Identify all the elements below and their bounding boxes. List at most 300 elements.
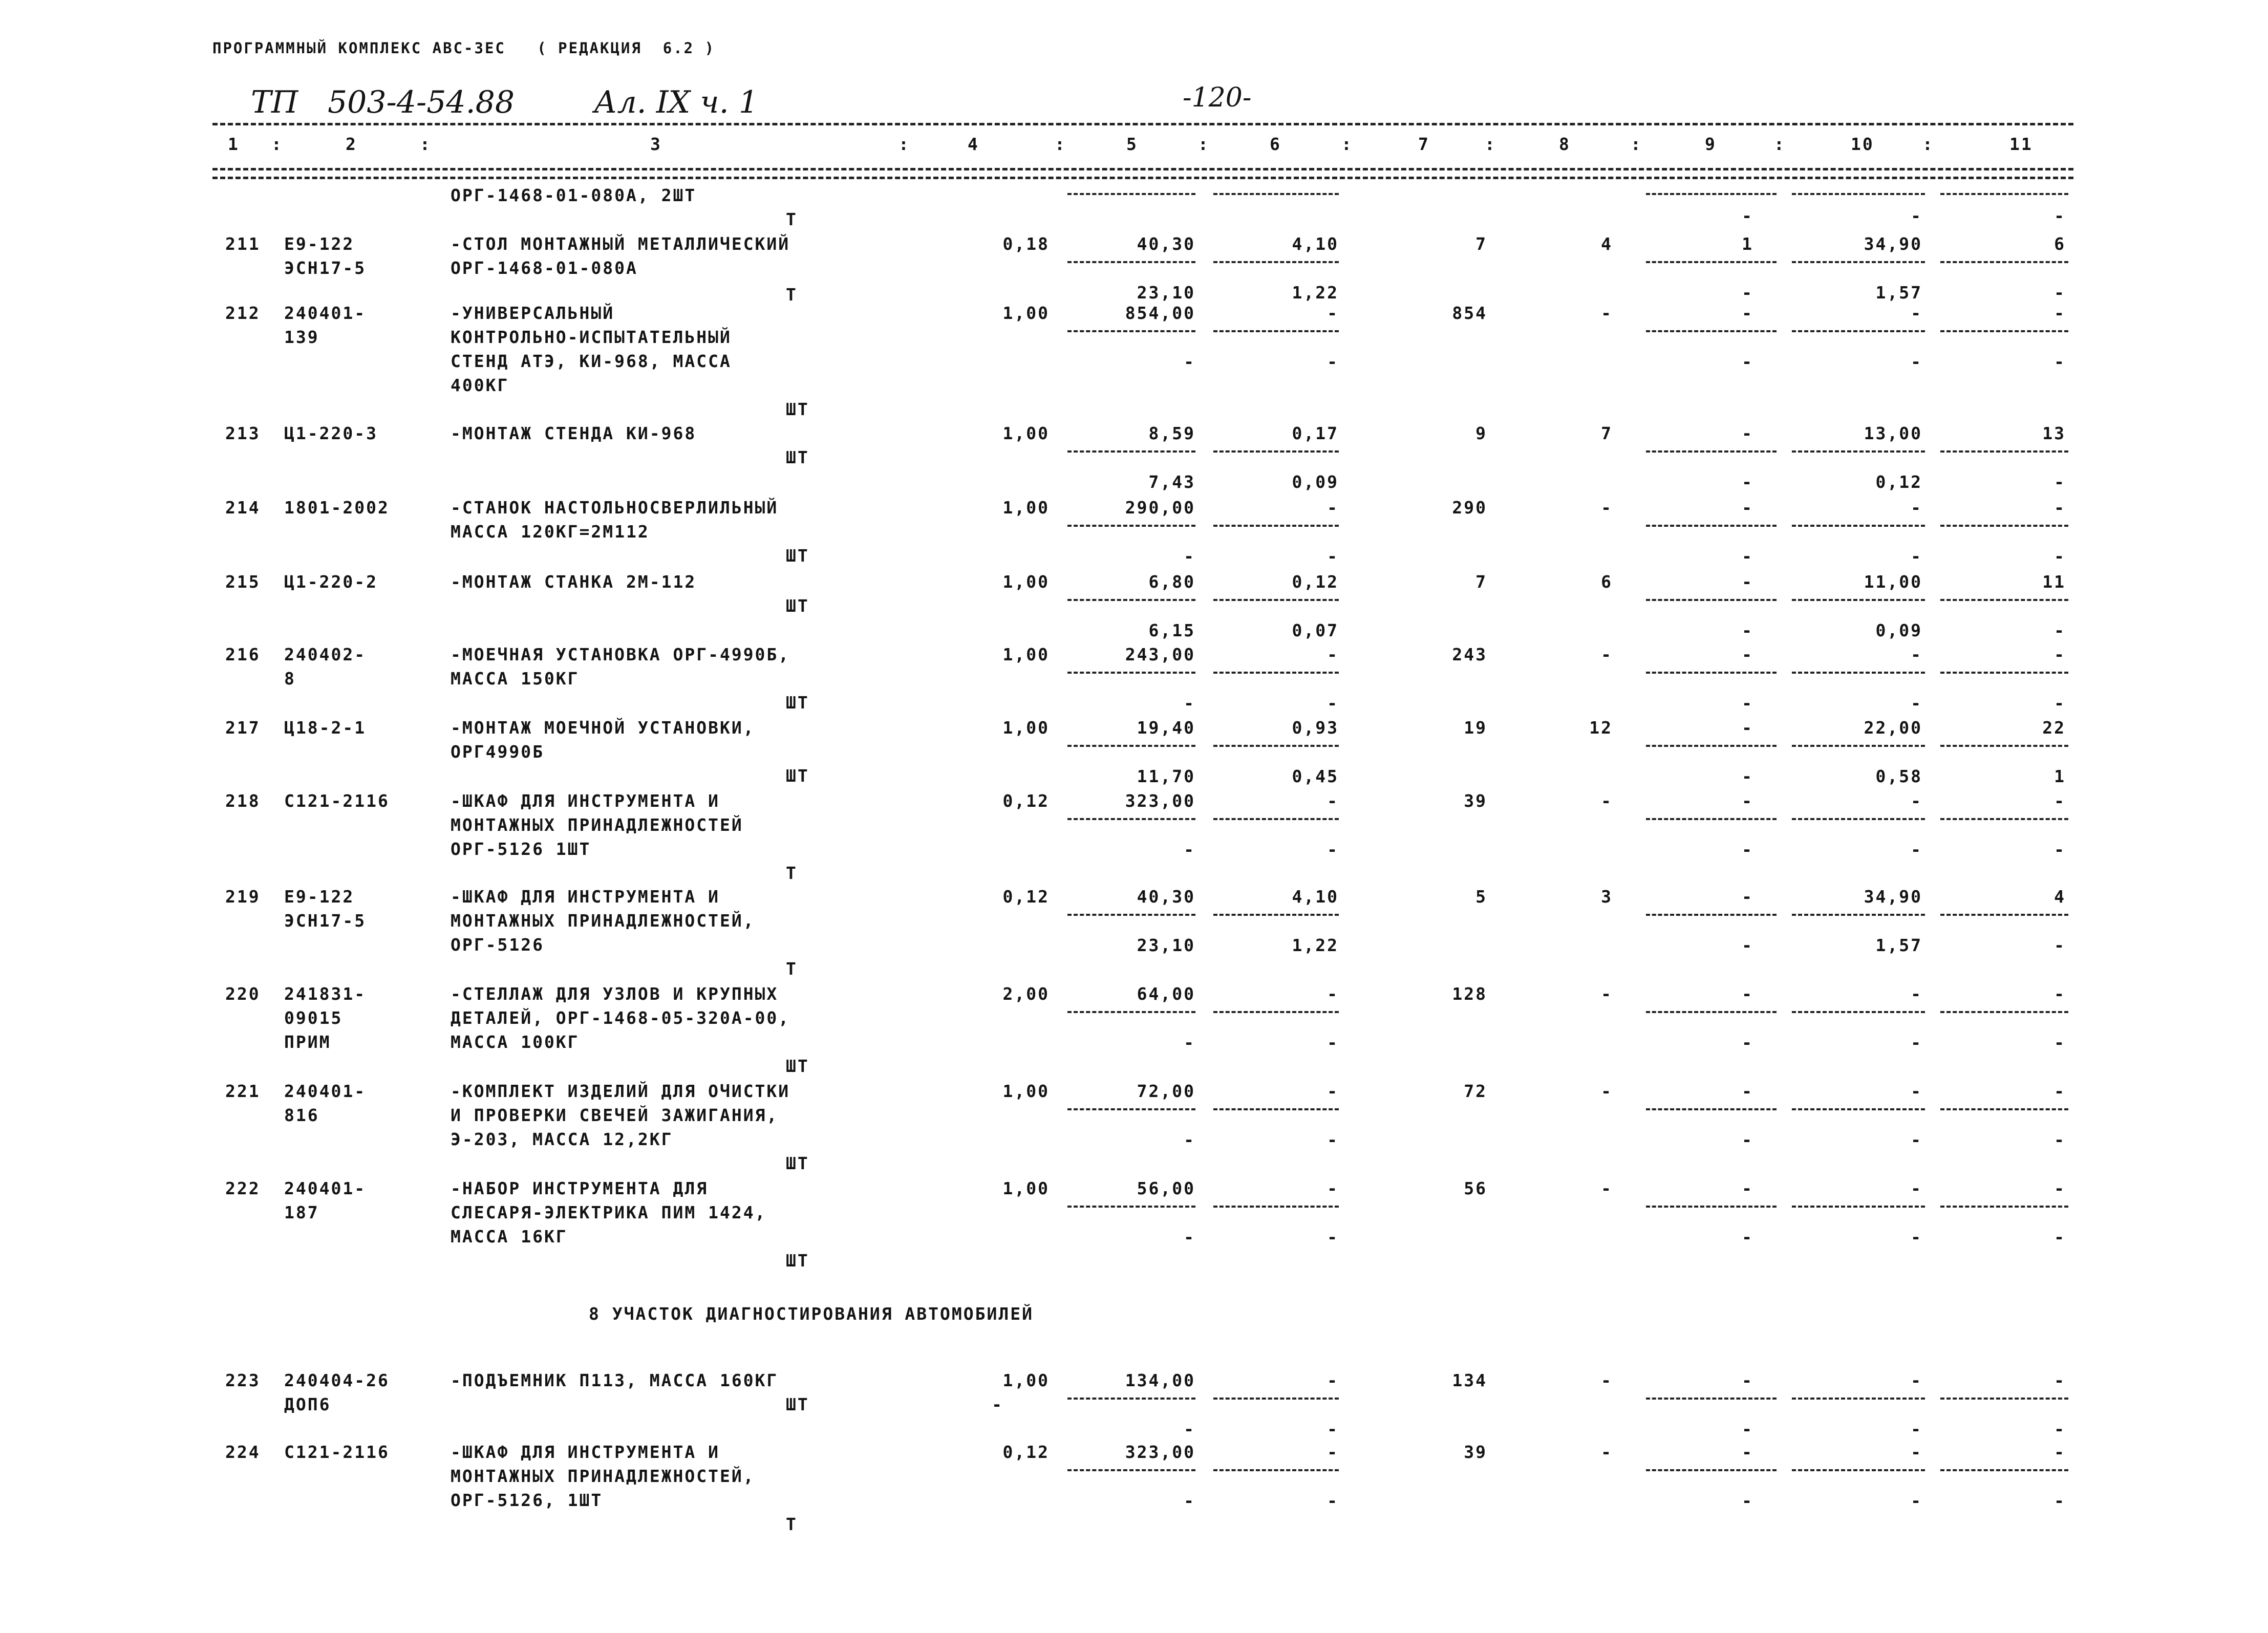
labor-total: 22: [2042, 718, 2066, 738]
unit-cost-sub: -: [1184, 1227, 1195, 1247]
quantity: 1,00: [1002, 644, 1050, 664]
total-cost: 5: [1475, 887, 1487, 907]
item-name: -ШКАФ ДЛЯ ИНСТРУМЕНТА И: [451, 887, 720, 907]
wage-cost-sub: -: [1327, 840, 1339, 860]
dash-separator: [1940, 745, 2068, 747]
labor-total: -: [2054, 498, 2066, 518]
unit-cost-sub: -: [1184, 352, 1195, 372]
wage-cost-sub: -: [1327, 352, 1339, 372]
column-separator: :: [1055, 134, 1066, 154]
total-cost: 134: [1452, 1370, 1487, 1390]
item-name: МАССА 150КГ: [451, 669, 580, 689]
dash-mark: -: [1911, 206, 1922, 226]
machine-cost-sub: -: [1742, 1033, 1753, 1052]
row-number: 219: [225, 887, 261, 907]
unit-cost-sub: -: [1184, 1419, 1195, 1439]
machine-cost-sub: -: [1742, 352, 1753, 372]
dash-separator: [1792, 450, 1925, 453]
total-cost: 56: [1464, 1178, 1487, 1198]
machine-cost: -: [1742, 303, 1753, 323]
wage-cost-sub: 1,22: [1292, 935, 1339, 955]
item-name: -МОЕЧНАЯ УСТАНОВКА ОРГ-4990Б,: [451, 644, 790, 664]
wage-cost-sub: 1,22: [1292, 283, 1339, 303]
labor-unit-sub: 0,09: [1875, 620, 1922, 640]
machine-cost: -: [1742, 1370, 1753, 1390]
album-label: Ал. IX ч. 1: [594, 84, 758, 120]
dash-separator: [1646, 914, 1777, 916]
quantity: 1,00: [1002, 498, 1050, 518]
item-name: -МОНТАЖ СТАНКА 2М-112: [451, 572, 697, 592]
column-separator: :: [1631, 134, 1642, 154]
item-name: -МОНТАЖ МОЕЧНОЙ УСТАНОВКИ,: [451, 718, 755, 738]
total-wage: -: [1601, 303, 1613, 323]
item-code: 241831-: [284, 984, 367, 1004]
labor-unit: -: [1911, 1370, 1922, 1390]
item-code: 09015: [284, 1008, 343, 1028]
dash-separator: [1067, 193, 1195, 195]
item-code: ДОП6: [284, 1394, 331, 1414]
item-code: 240404-26: [284, 1370, 390, 1390]
item-code: 1801-2002: [284, 498, 390, 518]
labor-total-sub: -: [2054, 352, 2066, 372]
dash-separator: [1792, 193, 1925, 195]
wage-cost: 0,93: [1292, 718, 1339, 738]
program-header: ПРОГРАММНЫЙ КОМПЛЕКС АВС-3ЕС ( РЕДАКЦИЯ 6.2 ): [212, 39, 716, 57]
wage-cost: -: [1327, 644, 1339, 664]
total-wage: -: [1601, 791, 1613, 811]
labor-total-sub: -: [2054, 693, 2066, 713]
machine-cost-sub: -: [1742, 1419, 1753, 1439]
wage-cost-sub: -: [1327, 1491, 1339, 1511]
labor-total-sub: -: [2054, 840, 2066, 860]
dash-separator: [1792, 330, 1925, 332]
dash-separator: [1067, 818, 1195, 820]
dash-separator: [1213, 1108, 1339, 1110]
labor-unit: -: [1911, 1442, 1922, 1462]
unit-cost: 243,00: [1125, 644, 1195, 664]
unit-cost-sub: 7,43: [1148, 472, 1195, 492]
machine-cost: -: [1742, 791, 1753, 811]
item-code: Ц1-220-3: [284, 423, 378, 443]
wage-cost-sub: 0,45: [1292, 766, 1339, 786]
labor-unit-sub: 0,12: [1875, 472, 1922, 492]
labor-unit: -: [1911, 1081, 1922, 1101]
labor-unit-sub: 0,58: [1875, 766, 1922, 786]
unit-cost: 64,00: [1137, 984, 1195, 1004]
labor-total-sub: -: [2054, 472, 2066, 492]
wage-cost-sub: -: [1327, 1419, 1339, 1439]
dash-separator: [1067, 450, 1195, 453]
labor-unit: -: [1911, 791, 1922, 811]
wage-cost: -: [1327, 984, 1339, 1004]
dash-separator: [1213, 818, 1339, 820]
dash-separator: [1067, 745, 1195, 747]
dash-separator: [1940, 1398, 2068, 1400]
item-name: -КОМПЛЕКТ ИЗДЕЛИЙ ДЛЯ ОЧИСТКИ: [451, 1081, 790, 1101]
unit-label: ШТ: [786, 693, 809, 713]
item-name: МАССА 120КГ=2М112: [451, 522, 650, 542]
total-wage: 12: [1589, 718, 1613, 738]
labor-total: -: [2054, 1081, 2066, 1101]
labor-unit-sub: -: [1911, 1491, 1922, 1511]
dash-separator: [1213, 330, 1339, 332]
labor-total-sub: -: [2054, 283, 2066, 303]
total-wage: -: [1601, 984, 1613, 1004]
row-number: 211: [225, 234, 261, 254]
quantity: 0,12: [1002, 887, 1050, 907]
dash-separator: [1940, 1108, 2068, 1110]
column-separator: :: [1198, 134, 1210, 154]
labor-unit: -: [1911, 498, 1922, 518]
labor-total: 13: [2042, 423, 2066, 443]
labor-unit-sub: -: [1911, 1227, 1922, 1247]
unit-cost: 56,00: [1137, 1178, 1195, 1198]
dash-separator: [1213, 450, 1339, 453]
total-cost: 39: [1464, 1442, 1487, 1462]
dash-separator: [1646, 450, 1777, 453]
dash-separator: [1067, 1108, 1195, 1110]
total-wage: -: [1601, 1370, 1613, 1390]
unit-label: Т: [786, 285, 798, 305]
dash-separator: [1067, 1469, 1195, 1471]
labor-total-sub: -: [2054, 620, 2066, 640]
item-name: -НАБОР ИНСТРУМЕНТА ДЛЯ: [451, 1178, 709, 1198]
row-number: 220: [225, 984, 261, 1004]
dash-separator: [1067, 914, 1195, 916]
item-name: МОНТАЖНЫХ ПРИНАДЛЕЖНОСТЕЙ,: [451, 911, 755, 931]
dash-separator: [1067, 1011, 1195, 1013]
quantity: 1,00: [1002, 303, 1050, 323]
labor-total-sub: -: [2054, 1033, 2066, 1052]
wage-cost: 0,17: [1292, 423, 1339, 443]
wage-cost: -: [1327, 1178, 1339, 1198]
dash-separator: [1940, 599, 2068, 601]
wage-cost: -: [1327, 303, 1339, 323]
labor-total: -: [2054, 1370, 2066, 1390]
unit-cost-sub: 11,70: [1137, 766, 1195, 786]
dash-separator: [1213, 1469, 1339, 1471]
wage-cost: -: [1327, 1081, 1339, 1101]
row-number: 223: [225, 1370, 261, 1390]
labor-total-sub: -: [2054, 1227, 2066, 1247]
total-cost: 243: [1452, 644, 1487, 664]
machine-cost-sub: -: [1742, 620, 1753, 640]
dash-separator: [1646, 261, 1777, 263]
item-name: -УНИВЕРСАЛЬНЫЙ: [451, 303, 615, 323]
total-cost: 128: [1452, 984, 1487, 1004]
dash-separator: [1646, 745, 1777, 747]
labor-unit-sub: -: [1911, 1419, 1922, 1439]
total-wage: 6: [1601, 572, 1613, 592]
labor-total: 11: [2042, 572, 2066, 592]
dash-separator: [1067, 261, 1195, 263]
column-number: 4: [968, 134, 979, 154]
unit-cost-sub: -: [1184, 1033, 1195, 1052]
unit-label: ШТ: [786, 1394, 809, 1414]
item-code: Ц1-220-2: [284, 572, 378, 592]
column-number: 1: [228, 134, 240, 154]
wage-cost: -: [1327, 1370, 1339, 1390]
dash-separator: [1067, 1206, 1195, 1208]
column-separator: :: [420, 134, 432, 154]
column-number: 11: [2009, 134, 2033, 154]
quantity-note: -: [992, 1394, 1003, 1414]
item-name: ОРГ4990Б: [451, 742, 544, 762]
labor-unit-sub: -: [1911, 1130, 1922, 1150]
column-number: 6: [1270, 134, 1281, 154]
dash-separator: [1792, 1398, 1925, 1400]
total-cost: 9: [1475, 423, 1487, 443]
column-number: 10: [1851, 134, 1874, 154]
dash-separator: [1213, 261, 1339, 263]
labor-unit: -: [1911, 303, 1922, 323]
unit-cost-sub: -: [1184, 840, 1195, 860]
unit-cost: 72,00: [1137, 1081, 1195, 1101]
machine-cost-sub: -: [1742, 1130, 1753, 1150]
labor-total-sub: -: [2054, 1419, 2066, 1439]
labor-total-sub: -: [2054, 935, 2066, 955]
unit-cost: 134,00: [1125, 1370, 1195, 1390]
labor-unit-sub: -: [1911, 1033, 1922, 1052]
total-wage: -: [1601, 1178, 1613, 1198]
total-cost: 854: [1452, 303, 1487, 323]
unit-cost: 8,59: [1148, 423, 1195, 443]
unit-cost: 19,40: [1137, 718, 1195, 738]
unit-label: Т: [786, 863, 798, 883]
row-number: 218: [225, 791, 261, 811]
section-title: 8 УЧАСТОК ДИАГНОСТИРОВАНИЯ АВТОМОБИЛЕЙ: [589, 1304, 1034, 1324]
machine-cost: -: [1742, 1081, 1753, 1101]
column-number: 7: [1418, 134, 1430, 154]
total-wage: -: [1601, 644, 1613, 664]
labor-unit-sub: -: [1911, 693, 1922, 713]
labor-total: -: [2054, 1442, 2066, 1462]
labor-unit-sub: -: [1911, 546, 1922, 566]
wage-cost-sub: -: [1327, 1227, 1339, 1247]
labor-unit: 34,90: [1864, 234, 1922, 254]
dash-separator: [1940, 450, 2068, 453]
item-name: -СТАНОК НАСТОЛЬНОСВЕРЛИЛЬНЫЙ: [451, 498, 779, 518]
labor-unit: 11,00: [1864, 572, 1922, 592]
machine-cost-sub: -: [1742, 472, 1753, 492]
item-name: МАССА 100КГ: [451, 1032, 580, 1052]
item-name: МАССА 16КГ: [451, 1227, 568, 1247]
dash-separator: [1646, 1108, 1777, 1110]
wage-cost-sub: -: [1327, 693, 1339, 713]
item-code: С121-2116: [284, 1442, 390, 1462]
page-number: -120-: [1183, 82, 1252, 113]
dash-separator: [1792, 525, 1925, 527]
total-wage: 7: [1601, 423, 1613, 443]
dash-separator: [1646, 525, 1777, 527]
item-name: Э-203, МАССА 12,2КГ: [451, 1129, 673, 1149]
dash-separator: [1213, 1206, 1339, 1208]
labor-unit: 13,00: [1864, 423, 1922, 443]
item-code: 816: [284, 1105, 319, 1125]
machine-cost: -: [1742, 644, 1753, 664]
dash-separator: [1646, 330, 1777, 332]
dash-separator: [1792, 261, 1925, 263]
unit-label: ШТ: [786, 1056, 809, 1076]
item-name: СТЕНД АТЭ, КИ-968, МАССА: [451, 351, 732, 371]
item-code: 139: [284, 327, 319, 347]
item-name: ОРГ-5126, 1ШТ: [451, 1490, 603, 1510]
dash-separator: [1940, 1011, 2068, 1013]
total-wage: -: [1601, 1081, 1613, 1101]
labor-total-sub: -: [2054, 1491, 2066, 1511]
dash-separator: [1792, 914, 1925, 916]
dash-separator: [1792, 1206, 1925, 1208]
dash-separator: [1940, 330, 2068, 332]
labor-unit-sub: -: [1911, 352, 1922, 372]
row-number: 224: [225, 1442, 261, 1462]
dash-separator: [1792, 599, 1925, 601]
total-cost: 7: [1475, 234, 1487, 254]
dash-mark: -: [2054, 206, 2066, 226]
quantity: 0,12: [1002, 1442, 1050, 1462]
unit-cost-sub: -: [1184, 693, 1195, 713]
dash-separator: [1940, 1206, 2068, 1208]
column-separator: :: [1341, 134, 1353, 154]
unit-cost: 6,80: [1148, 572, 1195, 592]
unit-cost: 290,00: [1125, 498, 1195, 518]
quantity: 1,00: [1002, 1081, 1050, 1101]
labor-total: -: [2054, 303, 2066, 323]
wage-cost: 4,10: [1292, 234, 1339, 254]
total-cost: 19: [1464, 718, 1487, 738]
item-code: 240401-: [284, 1081, 367, 1101]
item-name: -ШКАФ ДЛЯ ИНСТРУМЕНТА И: [451, 1442, 720, 1462]
item-name: МОНТАЖНЫХ ПРИНАДЛЕЖНОСТЕЙ,: [451, 1466, 755, 1486]
row-number: 214: [225, 498, 261, 518]
row-number: 215: [225, 572, 261, 592]
machine-cost: -: [1742, 1442, 1753, 1462]
column-separator: :: [1774, 134, 1786, 154]
labor-unit: -: [1911, 984, 1922, 1004]
machine-cost: -: [1742, 498, 1753, 518]
quantity: 0,12: [1002, 791, 1050, 811]
unit-label: ШТ: [786, 1153, 809, 1173]
total-cost: 290: [1452, 498, 1487, 518]
column-number: 9: [1705, 134, 1717, 154]
unit-label: ШТ: [786, 399, 809, 419]
wage-cost: 0,12: [1292, 572, 1339, 592]
machine-cost-sub: -: [1742, 935, 1753, 955]
item-name: ОРГ-1468-01-080А: [451, 258, 638, 278]
unit-label: ШТ: [786, 1251, 809, 1271]
dash-separator: [1940, 672, 2068, 674]
item-name: ОРГ-5126: [451, 935, 544, 955]
dash-separator: [1646, 193, 1777, 195]
item-name: -ШКАФ ДЛЯ ИНСТРУМЕНТА И: [451, 791, 720, 811]
machine-cost-sub: -: [1742, 693, 1753, 713]
column-separator: :: [1922, 134, 1934, 154]
dash-separator: [1646, 1206, 1777, 1208]
wage-cost-sub: 0,09: [1292, 472, 1339, 492]
item-code: ЭСН17-5: [284, 258, 367, 278]
item-code: 240401-: [284, 1178, 367, 1198]
item-name: СЛЕСАРЯ-ЭЛЕКТРИКА ПИМ 1424,: [451, 1202, 767, 1222]
dash-separator: [1067, 525, 1195, 527]
labor-unit: -: [1911, 1178, 1922, 1198]
unit-cost: 854,00: [1125, 303, 1195, 323]
column-number: 3: [650, 134, 662, 154]
doc-code: ТП: [251, 84, 298, 120]
total-cost: 39: [1464, 791, 1487, 811]
item-name: ОРГ-5126 1ШТ: [451, 839, 591, 859]
machine-cost-sub: -: [1742, 1491, 1753, 1511]
labor-unit-sub: -: [1911, 840, 1922, 860]
dash-separator: [1940, 193, 2068, 195]
row-number: 213: [225, 423, 261, 443]
unit-label: ШТ: [786, 447, 809, 467]
machine-cost-sub: -: [1742, 840, 1753, 860]
machine-cost-sub: -: [1742, 766, 1753, 786]
dash-separator: [1646, 1011, 1777, 1013]
unit-cost-sub: -: [1184, 1130, 1195, 1150]
machine-cost: -: [1742, 572, 1753, 592]
labor-total: -: [2054, 791, 2066, 811]
unit-cost-sub: -: [1184, 546, 1195, 566]
wage-cost: -: [1327, 791, 1339, 811]
item-code: С121-2116: [284, 791, 390, 811]
machine-cost-sub: -: [1742, 283, 1753, 303]
item-code: Ц18-2-1: [284, 718, 367, 738]
labor-unit-sub: 1,57: [1875, 935, 1922, 955]
unit-cost: 323,00: [1125, 1442, 1195, 1462]
labor-total-sub: -: [2054, 546, 2066, 566]
item-code: ПРИМ: [284, 1032, 331, 1052]
machine-cost: -: [1742, 718, 1753, 738]
unit-label: Т: [786, 209, 798, 229]
item-code: 187: [284, 1202, 319, 1222]
item-name: -МОНТАЖ СТЕНДА КИ-968: [451, 423, 697, 443]
machine-cost-sub: -: [1742, 1227, 1753, 1247]
item-code: Е9-122: [284, 887, 355, 907]
wage-cost-sub: -: [1327, 546, 1339, 566]
unit-label: ШТ: [786, 596, 809, 616]
item-name: -СТЕЛЛАЖ ДЛЯ УЗЛОВ И КРУПНЫХ: [451, 984, 779, 1004]
dash-separator: [1213, 525, 1339, 527]
item-name: -СТОЛ МОНТАЖНЫЙ МЕТАЛЛИЧЕСКИЙ: [451, 234, 790, 254]
wage-cost-sub: -: [1327, 1033, 1339, 1052]
unit-cost: 323,00: [1125, 791, 1195, 811]
quantity: 1,00: [1002, 1370, 1050, 1390]
labor-unit: 34,90: [1864, 887, 1922, 907]
item-code: Е9-122: [284, 234, 355, 254]
total-cost: 7: [1475, 572, 1487, 592]
quantity: 1,00: [1002, 572, 1050, 592]
machine-cost-sub: -: [1742, 546, 1753, 566]
item-name: МОНТАЖНЫХ ПРИНАДЛЕЖНОСТЕЙ: [451, 815, 743, 835]
labor-total-sub: 1: [2054, 766, 2066, 786]
wage-cost: -: [1327, 498, 1339, 518]
dash-separator: [1940, 818, 2068, 820]
unit-cost: 40,30: [1137, 887, 1195, 907]
row-number: 217: [225, 718, 261, 738]
unit-label: ШТ: [786, 546, 809, 566]
dash-separator: [1792, 1469, 1925, 1471]
item-name: -ПОДЪЕМНИК П113, МАССА 160КГ: [451, 1370, 779, 1390]
column-separator: :: [1485, 134, 1496, 154]
dash-separator: [1213, 1398, 1339, 1400]
dash-separator: [1067, 599, 1195, 601]
row-number: 221: [225, 1081, 261, 1101]
column-number: 5: [1126, 134, 1138, 154]
quantity: 0,18: [1002, 234, 1050, 254]
item-code: 8: [284, 669, 296, 689]
column-number: 2: [346, 134, 357, 154]
